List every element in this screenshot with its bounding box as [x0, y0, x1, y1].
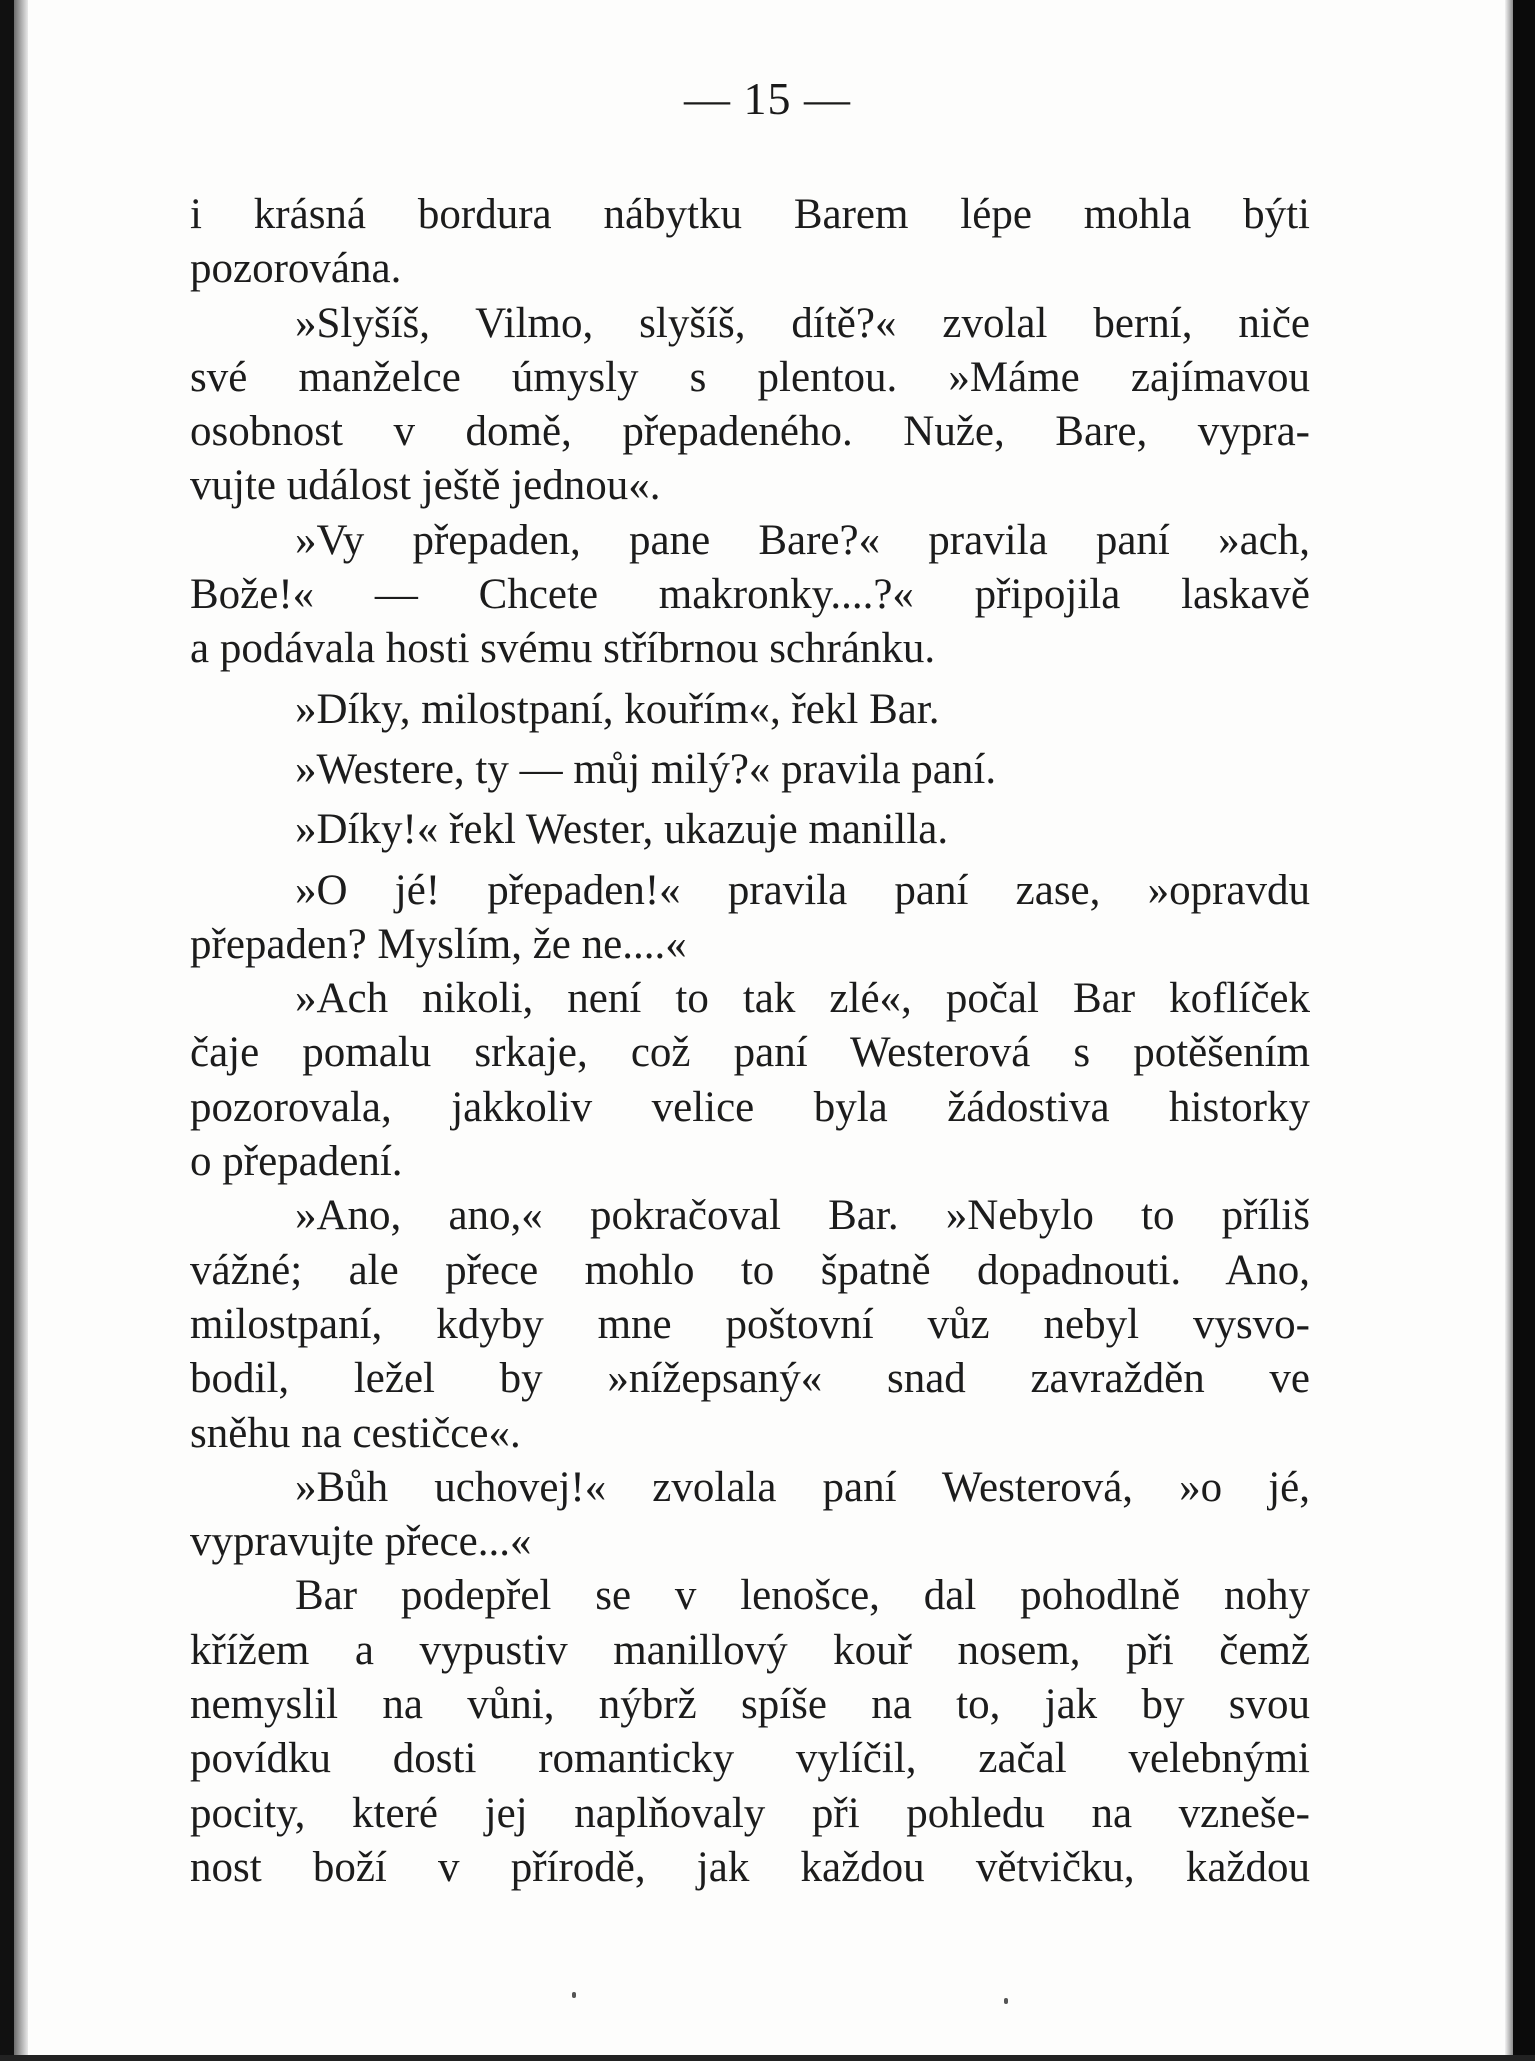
text-line: milostpaní, kdyby mne poštovní vůz nebyl vysvo- — [190, 1300, 1310, 1348]
text-line: pocity, které jej naplňovaly při pohledu na vznešе- — [190, 1789, 1310, 1837]
text-line: křížem a vypustiv manillový kouř nosem, při čemž — [190, 1626, 1310, 1674]
dust-speck — [1004, 1998, 1008, 2004]
text-line: pozorována. — [190, 245, 402, 293]
text-line: čaje pomalu srkaje, což paní Westerová s potěšením — [190, 1029, 1310, 1077]
page-number: — 15 — — [684, 73, 851, 124]
text-line: »Díky, milostpaní, kouřím«, řekl Bar. — [295, 685, 940, 733]
body-text — [190, 188, 1310, 1895]
text-line: a podávala hosti svému stříbrnou schránku. — [190, 625, 936, 673]
text-line: sněhu na cestičce«. — [190, 1409, 521, 1457]
text-line: »O jé! přepaden!« pravila paní zase, »opravdu — [295, 866, 1310, 914]
binding-gradient-left — [14, 0, 28, 2061]
text-line: vujte událost ještě jednou«. — [190, 462, 661, 510]
text-line: osobnost v domě, přepadeného. Nuže, Bare, vypra- — [190, 408, 1310, 456]
text-line: Bar podepřel se v lenošce, dal pohodlně nohy — [295, 1572, 1310, 1620]
text-line: pozorovala, jakkoliv velice byla žádostiva historky — [190, 1083, 1310, 1131]
page-edge-gradient-right — [1505, 0, 1513, 2061]
text-line: Bože!« — Chcete makronky....?« připojila laskavě — [190, 571, 1310, 619]
text-line: »Slyšíš, Vilmo, slyšíš, dítě?« zvolal berní, niče — [295, 299, 1310, 347]
text-line: přepaden? Myslím, že ne....« — [190, 920, 687, 968]
binding-shadow-left — [0, 0, 14, 2061]
text-line: »Ach nikoli, není to tak zlé«, počal Bar koflíček — [295, 975, 1310, 1023]
text-line: »Bůh uchovej!« zvolala paní Westerová, »o jé, — [295, 1463, 1310, 1511]
text-line: »Vy přepaden, pane Bare?« pravila paní »ach, — [295, 516, 1310, 564]
page-edge-right — [1513, 0, 1535, 2061]
text-line: vypravujte přece...« — [190, 1518, 532, 1566]
text-line: nemyslil na vůni, nýbrž spíše na to, jak by svou — [190, 1681, 1310, 1729]
page-edge-bottom — [0, 2055, 1535, 2061]
text-line: o přepadení. — [190, 1138, 403, 1186]
text-line: i krásná bordura nábytku Barem lépe mohla býti — [190, 191, 1310, 238]
text-line: vážné; ale přece mohlo to špatně dopadnouti. Ano, — [190, 1246, 1310, 1294]
text-line: »Ano, ano,« pokračoval Bar. »Nebylo to příliš — [295, 1192, 1310, 1240]
text-line: povídku dosti romanticky vylíčil, začal velebnými — [190, 1735, 1310, 1783]
text-line: »Westere, ty — můj milý?« pravila paní. — [295, 745, 997, 793]
text-line: nost boží v přírodě, jak každou větvičku, každou — [190, 1843, 1310, 1891]
text-line: bodil, ležel by »nížepsaný« snad zavražděn ve — [190, 1355, 1310, 1403]
text-line: »Díky!« řekl Wester, ukazuje manilla. — [295, 806, 949, 854]
text-line: své manželce úmysly s plentou. »Máme zajímavou — [190, 353, 1310, 401]
dust-speck — [572, 1992, 576, 1998]
